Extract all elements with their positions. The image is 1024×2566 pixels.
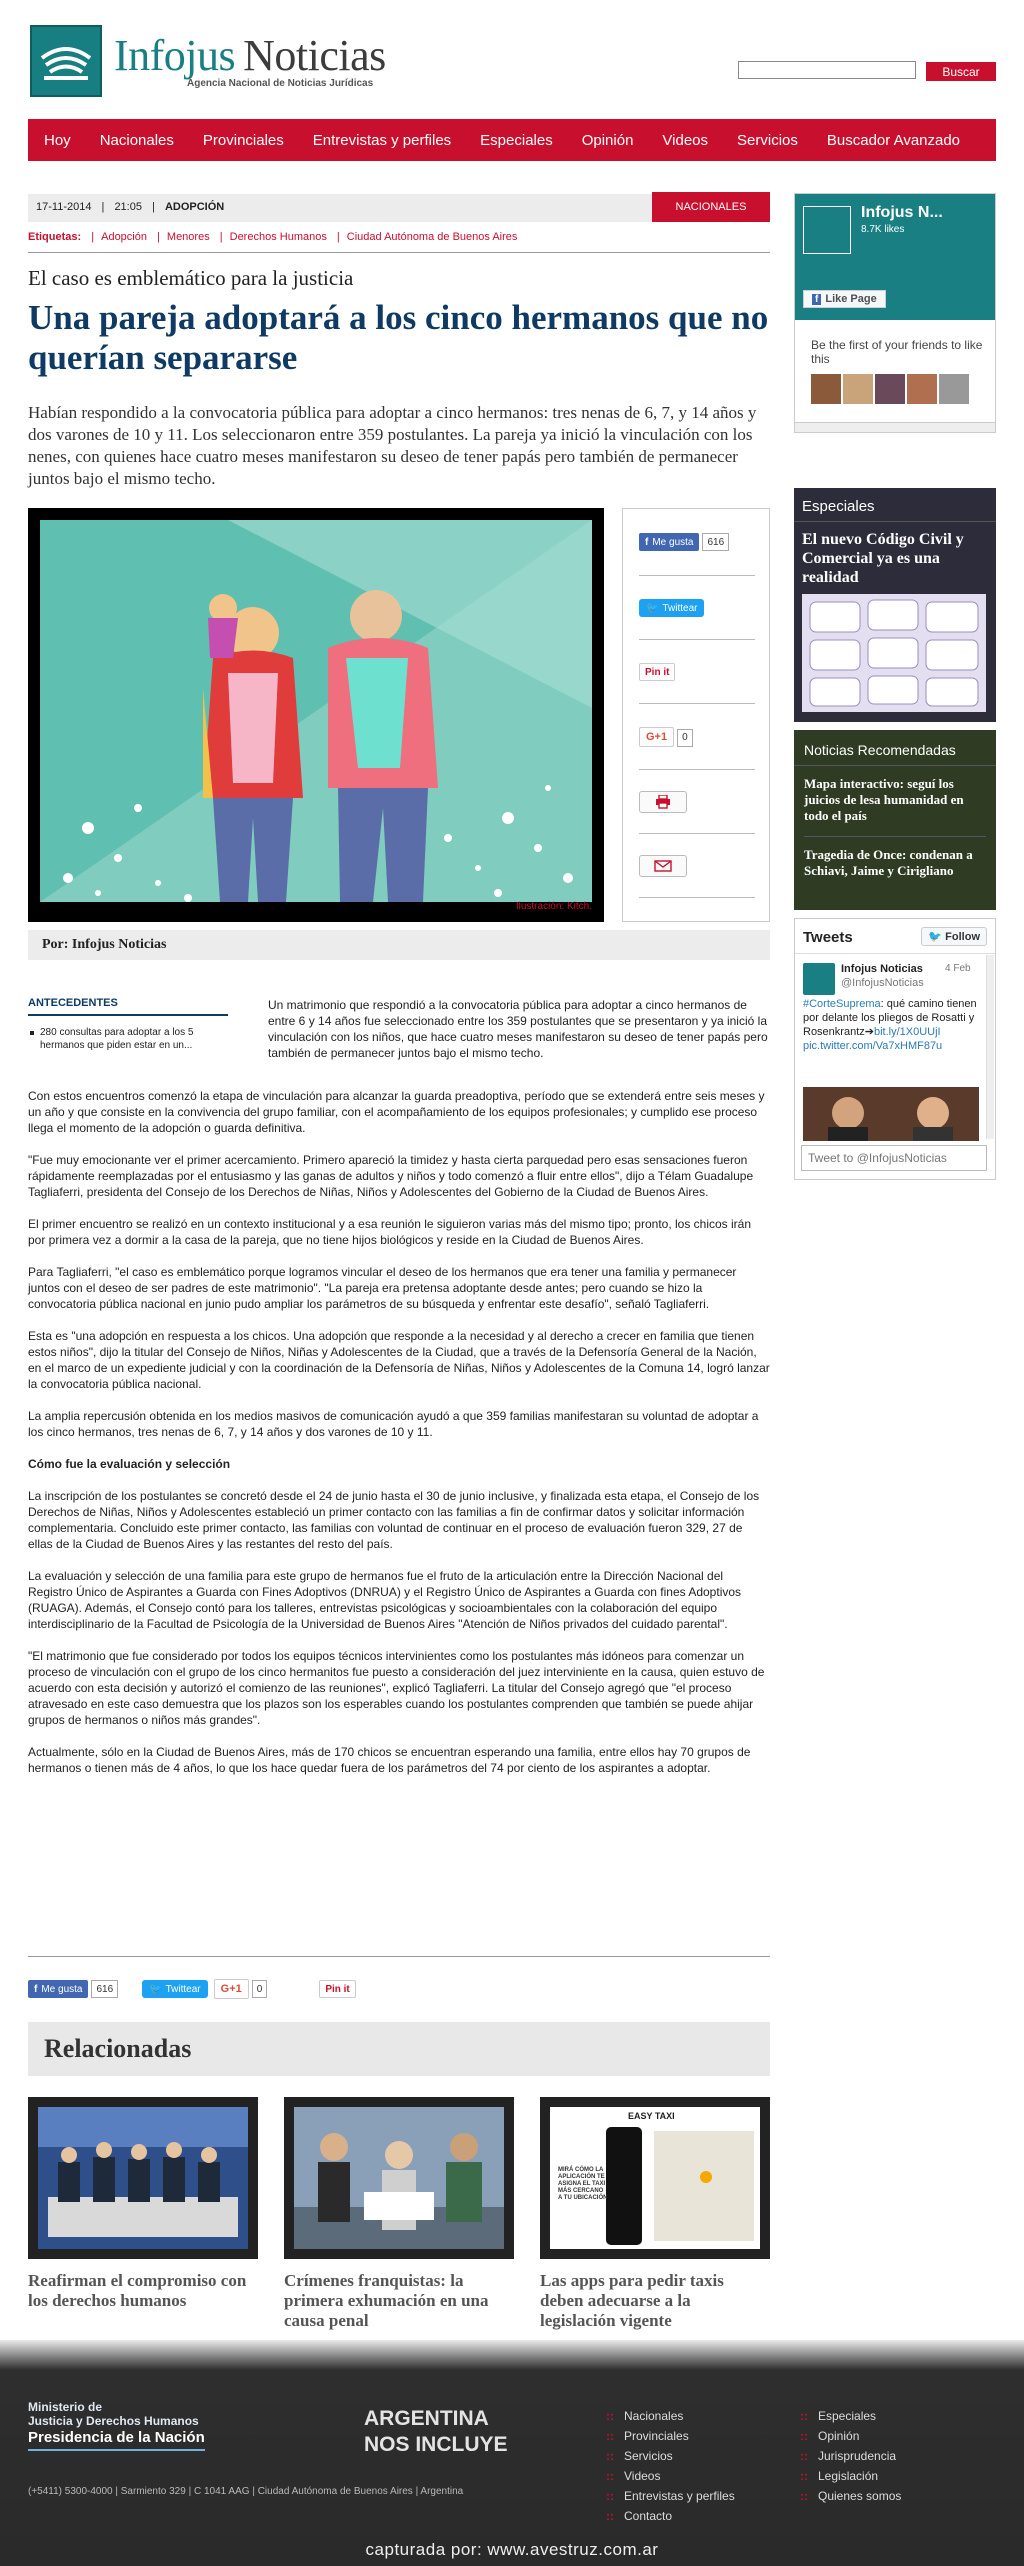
especiales-illustration xyxy=(802,594,986,712)
facebook-icon: f xyxy=(645,536,649,548)
facebook-like-label: Me gusta xyxy=(41,1983,83,1995)
article-paragraph: "Fue muy emocionante ver el primer acercamiento. Primero apareció la timidez y hasta cierta parquedad pero esas sensaciones fueron rápidamente reemplazadas por el entusiasmo y las ganas de adultos y niños y todo comenzó a fluir entre ellos", dijo a Télam Guadalupe Tagliaferri, presidenta del Consejo de los Derechos de Niñas, Niños y Adolescentes del Gobierno de la Ciudad de Buenos Aires. xyxy=(28,1153,754,1199)
recommended-heading: Noticias Recomendadas xyxy=(794,730,996,766)
antecedentes-link[interactable]: 280 consultas para adoptar a los 5 hermanos que piden estar en un... xyxy=(28,1026,228,1052)
share-bottom-row xyxy=(28,1979,356,1999)
footer-link[interactable]: :: Contacto xyxy=(604,2506,735,2526)
section-button-nacionales[interactable]: NACIONALES xyxy=(652,192,770,222)
tweet-date[interactable]: 4 Feb xyxy=(945,963,971,974)
article-paragraph: La inscripción de los postulantes se concretó desde el 24 de junio hasta el 30 de junio inclusive, y finalizada esta etapa, el Consejo de los Derechos de Niñas, Niños y Adolescentes estableció un primer contacto con las familias a fin de confirmar datos y solicitar información complementaria. Concluido este primer contacto, las familias con voluntad de continuar en el proceso de evaluación fueron 329, 27 de ellas de la Ciudad de Buenos Aires y las restantes del resto del país. xyxy=(28,1489,760,1551)
related-photo-meeting xyxy=(38,2107,248,2249)
related-image[interactable] xyxy=(28,2097,258,2259)
article-paragraph: La evaluación y selección de una familia para este grupo de hermanos fue el fruto de la articulación entre la Dirección Nacional del Registro Único de Aspirantes a Guarda con Fines Adoptivos (DNRUA) y el Registro Único de Aspirantes a Guarda con fines Adoptivos (RUAGA). Además, el Consejo contó para los talleres, entrevistas psicológicas y socioambientales con la colaboración del equipo interdisciplinario de la Facultad de Psicología de la Universidad de Buenos Aires "Atención de Niños privados del cuidado parental". xyxy=(28,1569,742,1631)
facebook-icon: f xyxy=(812,294,821,305)
tweet-to-input[interactable]: Tweet to @InfojusNoticias xyxy=(801,1145,987,1171)
facebook-cover-image[interactable] xyxy=(795,194,995,320)
tweet-link[interactable]: bit.ly/1X0UUjI xyxy=(873,1026,941,1038)
tweet-author-handle[interactable]: @InfojusNoticias xyxy=(841,977,924,989)
facebook-like-count: 616 xyxy=(702,533,729,551)
especiales-heading: Especiales xyxy=(794,488,996,522)
related-heading-bar xyxy=(28,2022,770,2076)
article-category: ADOPCIÓN xyxy=(164,201,225,213)
footer-links-col-1 xyxy=(604,2406,735,2526)
article-date-value: 17-11-2014 xyxy=(36,201,92,213)
divider xyxy=(28,252,770,253)
friend-avatar[interactable] xyxy=(939,374,969,404)
print-icon xyxy=(655,795,671,809)
recommended-link[interactable]: Mapa interactivo: seguí los juicios de lesa humanidad en todo el país xyxy=(804,776,964,823)
twitter-bird-icon: 🐦 xyxy=(149,1983,162,1995)
related-title[interactable]: Reafirman el compromiso con los derechos humanos xyxy=(28,2271,247,2310)
tweet-author-avatar[interactable] xyxy=(803,963,835,995)
related-title[interactable]: Crímenes franquistas: la primera exhumación en una causa penal xyxy=(284,2271,489,2330)
logo-name-a: Infojus xyxy=(114,31,236,80)
footer-link[interactable]: :: Provinciales xyxy=(604,2426,735,2446)
main-nav xyxy=(28,119,996,161)
twitter-bird-icon: 🐦 xyxy=(646,602,659,614)
facebook-like-button[interactable] xyxy=(639,533,699,551)
facebook-friends-text: Be the first of your friends to like this xyxy=(811,338,983,366)
related-photo-taxi-app xyxy=(550,2107,760,2249)
related-photo-women xyxy=(294,2107,504,2249)
especiales-title[interactable]: El nuevo Código Civil y Comercial ya es una realidad xyxy=(802,531,964,586)
footer-address: (+5411) 5300-4000 | Sarmiento 329 | C 1041 AAG | Ciudad Autónoma de Buenos Aires | Argentina xyxy=(28,2486,464,2497)
footer-link[interactable]: :: Nacionales xyxy=(604,2406,735,2426)
share-column xyxy=(622,508,770,922)
tweets-heading: Tweets xyxy=(803,929,853,946)
article-paragraph: Para Tagliaferri, "el caso es emblemático porque logramos vincular el deseo de los hermanos que era tener una familia y permanecer juntos con el deseo de ser padres de este matrimonio". "La pareja era pretensa adoptante desde antes; pero cuando se hizo la convocatoria pública nacional en junio pudo ampliar los parámetros de su búsqueda y enfrentar este desafío", señaló Tagliaferri. xyxy=(28,1265,737,1311)
footer-link[interactable]: :: Opinión xyxy=(798,2426,901,2446)
tag-link[interactable]: Ciudad Autónoma de Buenos Aires xyxy=(346,231,518,243)
recommended-box xyxy=(794,730,996,910)
nav-item-provinciales[interactable]: Provinciales xyxy=(202,131,284,149)
email-button[interactable] xyxy=(639,855,687,877)
friend-avatar[interactable] xyxy=(875,374,905,404)
article-paragraph: Actualmente, sólo en la Ciudad de Buenos Aires, más de 170 chicos se encuentran esperando una familia, entre ellos hay 70 grupos de hermanos o tienen más de 4 años, lo que los hace quedar fuera de los parámetros del 74 por ciento de los aspirantes a adoptar. xyxy=(28,1745,751,1775)
antecedentes-box xyxy=(28,997,228,1052)
gplus-button[interactable]: G+1 xyxy=(639,727,674,747)
tag-link[interactable]: Adopción xyxy=(101,231,147,243)
taxi-pin-icon xyxy=(700,2171,712,2183)
horizontal-scrollbar[interactable] xyxy=(795,422,995,432)
gov-line-1: Ministerio de xyxy=(28,2400,103,2414)
pinterest-pin-button[interactable]: Pin it xyxy=(319,1980,355,1998)
gplus-count: 0 xyxy=(252,1980,268,1998)
tags-label: Etiquetas: xyxy=(28,231,82,243)
facebook-page-logo-icon[interactable] xyxy=(803,206,851,254)
taxi-brand: EASY TAXI xyxy=(628,2111,675,2121)
twitter-tweet-label: Twittear xyxy=(662,602,698,614)
tweet-hashtag[interactable]: #CorteSuprema xyxy=(803,998,881,1010)
tweet-text xyxy=(803,997,979,1053)
article-illustration xyxy=(28,508,604,922)
tweet-photo[interactable] xyxy=(803,1087,979,1141)
facebook-like-page-button[interactable] xyxy=(803,290,886,308)
article-paragraph: Con estos encuentros comenzó la etapa de vinculación para alcanzar la guarda preadoptiva, período que se extenderá entre seis meses y un año y que consiste en la convivencia del grupo familiar, con el acompañamiento de los equipos profesionales; y cumplido ese proceso llega el momento de la adopción o guarda definitiva. xyxy=(28,1089,765,1135)
divider xyxy=(795,953,995,954)
article-headline: Una pareja adoptará a los cinco hermanos que no querían separarse xyxy=(28,298,769,377)
gplus-button[interactable]: G+1 xyxy=(214,1979,249,1999)
divider xyxy=(639,769,755,770)
related-heading: Relacionadas xyxy=(44,2034,192,2063)
related-image[interactable] xyxy=(540,2097,770,2259)
divider xyxy=(639,639,755,640)
twitter-tweet-label: Twittear xyxy=(165,1983,201,1995)
nav-item-buscador[interactable]: Buscador Avanzado xyxy=(826,131,961,149)
facebook-icon: f xyxy=(34,1983,38,1995)
antecedentes-heading: ANTECEDENTES xyxy=(28,997,228,1016)
tag-link[interactable]: Derechos Humanos xyxy=(229,231,327,243)
nav-item-videos[interactable]: Videos xyxy=(662,131,709,149)
taxi-caption: MIRÁ CÓMO LA APLICACIÓN TE ASIGNA EL TAXI MÁS CERCANO A TU UBICACIÓN xyxy=(558,2167,608,2201)
gov-logo[interactable] xyxy=(28,2400,205,2451)
footer-link[interactable]: :: Servicios xyxy=(604,2446,735,2466)
facebook-page-widget xyxy=(794,193,996,433)
tweet-photo-men xyxy=(803,1087,979,1141)
tweet-author-name[interactable]: Infojus Noticias xyxy=(841,963,923,975)
twitter-tweet-button[interactable] xyxy=(142,1980,207,1998)
friend-avatar[interactable] xyxy=(907,374,937,404)
nav-item-servicios[interactable]: Servicios xyxy=(737,131,798,149)
search-input[interactable] xyxy=(738,61,916,79)
logo-name-b: Noticias xyxy=(243,31,386,80)
article-time-value: 21:05 xyxy=(114,201,142,213)
nav-item-entrevistas[interactable]: Entrevistas y perfiles xyxy=(312,131,452,149)
facebook-like-button[interactable] xyxy=(28,1980,88,1998)
friend-avatar[interactable] xyxy=(843,374,873,404)
article-lead: Habían respondido a la convocatoria pública para adoptar a cinco hermanos: tres nenas de 6, 7, y 14 años y dos varones de 10 y 11. Los seleccionaron entre 359 postulantes. La pareja ya inició la vinculación con los nenes, con quienes hace cuatro meses manifestaron su deseo de tener papás pero también de permanecer juntos bajo el mismo techo. xyxy=(28,403,757,488)
divider xyxy=(639,897,755,898)
footer-link[interactable]: :: Legislación xyxy=(798,2466,901,2486)
footer-link[interactable]: :: Quienes somos xyxy=(798,2486,901,2506)
nav-item-nacionales[interactable]: Nacionales xyxy=(99,131,174,149)
facebook-like-label: Me gusta xyxy=(652,536,694,548)
like-page-label: Like Page xyxy=(825,293,877,305)
site-header xyxy=(0,0,1024,117)
facebook-page-likes: 8.7K likes xyxy=(861,224,905,235)
article-byline: Por: Infojus Noticias xyxy=(28,930,770,960)
footer-link[interactable]: :: Especiales xyxy=(798,2406,901,2426)
gov-line-2: Justicia y Derechos Humanos xyxy=(28,2414,199,2428)
tweet-link[interactable]: pic.twitter.com/Va7xHMF87u xyxy=(803,1040,943,1052)
site-footer xyxy=(0,2340,1024,2566)
logo-subtitle: Agencia Nacional de Noticias Jurídicas xyxy=(187,78,374,89)
captured-by-watermark: capturada por: www.avestruz.com.ar xyxy=(365,2540,659,2559)
print-button[interactable] xyxy=(639,791,687,813)
facebook-like-count: 616 xyxy=(91,1980,118,1998)
facebook-page-name[interactable]: Infojus N... xyxy=(861,204,943,221)
recommended-link[interactable]: Tragedia de Once: condenan a Schiavi, Jaime y Cirigliano xyxy=(804,847,973,878)
article-paragraph: "El matrimonio que fue considerado por todos los equipos técnicos intervinientes como los postulantes más idóneos para comenzar un proceso de vinculación con el grupo de los cinco hermanitos fue puesto a consideración del juez interviniente en la causa, quien estuvo de acuerdo con esta decisión y autorizó el comienzo de las reuniones", explicó Tagliaferri. La titular del Consejo agregó que "el proceso atravesado en este caso demuestra que los plazos son los esperables cuando los postulantes comprenden que también se puede ahijar grupos de hermanos o niños más grandes". xyxy=(28,1649,765,1727)
divider xyxy=(639,703,755,704)
map-icon xyxy=(654,2131,754,2241)
related-card[interactable] xyxy=(28,2097,258,2311)
pinterest-pin-button[interactable]: Pin it xyxy=(639,663,675,681)
envelope-icon xyxy=(654,860,672,872)
especiales-image[interactable] xyxy=(802,594,986,712)
search-button[interactable]: Buscar xyxy=(926,62,996,81)
tags-row: Etiquetas: | Adopción | Menores | Derechos Humanos | Ciudad Autónoma de Buenos Aires xyxy=(28,231,518,243)
argentina-line-2: NOS INCLUYE xyxy=(364,2433,508,2456)
gov-line-3: Presidencia de la Nación xyxy=(28,2429,205,2451)
article-kicker: El caso es emblemático para la justicia xyxy=(28,266,354,290)
tweet-body: : qué camino tienen por delante los pliegos de Rosatti y Rosenkrantz➔ xyxy=(803,998,977,1038)
especiales-box xyxy=(794,488,996,722)
nav-item-especiales[interactable]: Especiales xyxy=(480,131,553,149)
site-logo-icon[interactable] xyxy=(30,25,102,97)
follow-label: Follow xyxy=(945,931,980,943)
nav-item-hoy[interactable]: Hoy xyxy=(44,131,71,149)
tag-link[interactable]: Menores xyxy=(166,231,210,243)
article-intro: Un matrimonio que respondió a la convocatoria pública para adoptar a cinco hermanos de entre 6 y 14 años fue seleccionado entre los 359 postulantes que se presentaron y ya inició la vinculación con los niños, que hace cuatro meses manifestaron su deseo de tener papás pero también de permanecer juntos bajo el mismo techo. xyxy=(268,998,768,1060)
article-subhead: Cómo fue la evaluación y selección xyxy=(28,1457,231,1471)
twitter-timeline-widget xyxy=(794,918,996,1180)
article-body xyxy=(28,1088,770,1792)
vertical-scrollbar[interactable] xyxy=(986,955,994,1139)
facebook-friend-thumbs xyxy=(811,374,969,404)
twitter-tweet-button[interactable] xyxy=(639,599,704,617)
divider xyxy=(28,1956,770,1957)
related-title[interactable]: Las apps para pedir taxis deben adecuarse a la legislación vigente xyxy=(540,2271,724,2330)
argentina-logo xyxy=(364,2406,508,2458)
image-credit: Ilustración: Kitch. xyxy=(515,901,592,912)
footer-link[interactable]: :: Entrevistas y perfiles xyxy=(604,2486,735,2506)
related-image[interactable] xyxy=(284,2097,514,2259)
article-paragraph: La amplia repercusión obtenida en los medios masivos de comunicación ayudó a que 359 familias manifestaran su voluntad de adoptar a los cinco hermanos, tres nenas de 6, 7, y 14 años y dos varones de 10 y 11. xyxy=(28,1409,759,1439)
illustration-svg xyxy=(28,508,604,922)
argentina-line-1: ARGENTINA xyxy=(364,2407,489,2430)
nav-item-opinion[interactable]: Opinión xyxy=(581,131,634,149)
article-paragraph: El primer encuentro se realizó en un contexto institucional y a esa reunión le siguieron varias más del mismo tipo; pronto, los chicos irán por primera vez a dormir a la casa de la pareja, que no tiene hijos biológicos y reside en la Ciudad de Buenos Aires. xyxy=(28,1217,752,1247)
article-paragraph: Esta es "una adopción en respuesta a los chicos. Una adopción que responde a la necesidad y al derecho a crecer en familia que tienen estos niños", dijo la titular del Consejo de Niños, Niñas y Adolescentes de la Ciudad, que a través de la Defensoría General de la Nación, en el marco de un expediente judicial y con la coordinación de la Defensoría de Niñas, Niños y Adolescentes de la Comuna 14, logró lanzar la convocatoria pública nacional. xyxy=(28,1329,770,1391)
footer-link[interactable]: :: Jurisprudencia xyxy=(798,2446,901,2466)
divider xyxy=(639,833,755,834)
footer-links-col-2 xyxy=(798,2406,901,2506)
footer-link[interactable]: :: Videos xyxy=(604,2466,735,2486)
site-logo-text[interactable] xyxy=(114,31,386,89)
twitter-follow-button[interactable] xyxy=(921,927,987,946)
twitter-bird-icon: 🐦 xyxy=(928,931,943,943)
related-card[interactable] xyxy=(284,2097,514,2331)
article-date: 17-11-2014 | 21:05 | ADOPCIÓN xyxy=(36,201,225,213)
article-meta-bar xyxy=(28,194,770,222)
gplus-count: 0 xyxy=(677,729,693,747)
friend-avatar[interactable] xyxy=(811,374,841,404)
divider xyxy=(639,575,755,576)
related-card[interactable] xyxy=(540,2097,770,2331)
phone-icon xyxy=(606,2127,642,2245)
